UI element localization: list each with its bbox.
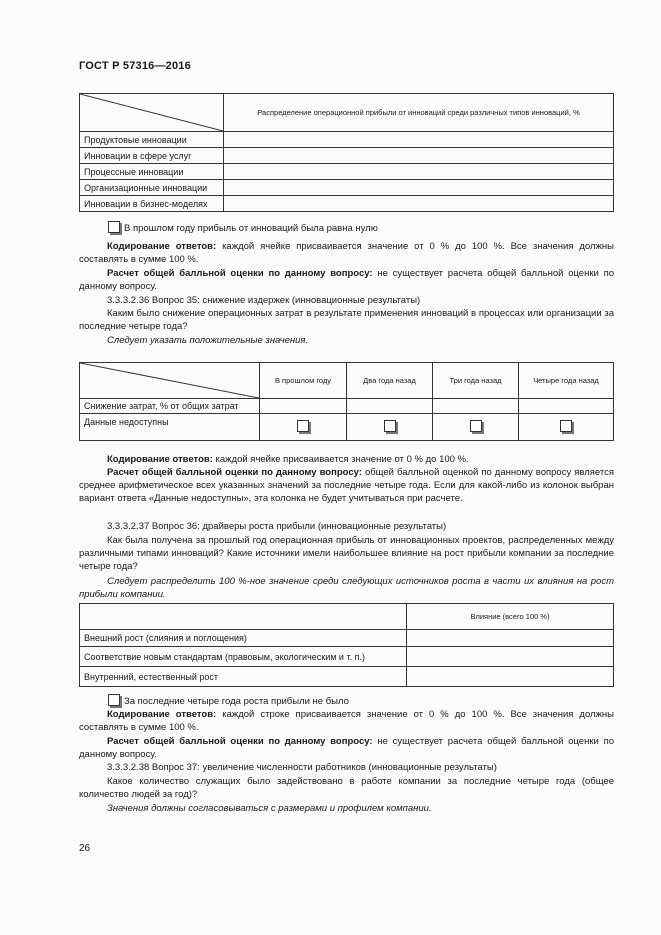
empty-header-cell — [80, 604, 407, 630]
column-header: Четыре года назад — [519, 363, 614, 399]
no-growth-option[interactable] — [108, 694, 349, 708]
checkbox[interactable] — [560, 420, 572, 432]
influence-column-header: Влияние (всего 100 %) — [407, 604, 614, 630]
checkbox[interactable] — [384, 420, 396, 432]
value-cell[interactable] — [260, 399, 347, 414]
zero-profit-option[interactable] — [108, 221, 378, 235]
question-heading: 3.3.3.2.38 Вопрос 37: увеличение численности работников (инновационные результаты) — [107, 762, 497, 773]
question-text: Каким было снижение операционных затрат в результате применения инноваций в процессах или организации за последние четыре года? — [79, 308, 614, 332]
value-cell[interactable] — [224, 164, 614, 180]
instruction-text: Значения должны согласовываться с размерами и профилем компании. — [107, 803, 432, 814]
value-cell[interactable] — [224, 148, 614, 164]
row-label: Данные недоступны — [80, 414, 260, 441]
checkbox[interactable] — [470, 420, 482, 432]
column-header: Три года назад — [433, 363, 519, 399]
row-label: Инновации в сфере услуг — [80, 148, 224, 164]
checkbox-label: За последние четыре года роста прибыли не было — [124, 696, 349, 707]
question-heading: 3.3.3.2.37 Вопрос 36: драйверы роста прибыли (инновационные результаты) — [107, 521, 447, 532]
value-cell[interactable] — [519, 399, 614, 414]
row-label: Соответствие новым стандартам (правовым, экологическим и т. п.) — [80, 647, 407, 667]
column-header: Два года назад — [347, 363, 433, 399]
document-header: ГОСТ Р 57316—2016 — [79, 60, 191, 72]
question-text: Как была получена за прошлый год операционная прибыль от инновационных проектов, распределенных между различными типами инноваций? Какие источники имели наибольшее влияние на рост прибыли компании за последние четыре года? — [79, 535, 614, 572]
instruction-text: Следует указать положительные значения. — [107, 335, 309, 346]
value-cell[interactable] — [224, 196, 614, 212]
score-paragraph: Расчет общей балльной оценки по данному вопросу: не существует расчета общей балльной оценки по данному вопросу. — [79, 736, 615, 760]
checkbox[interactable] — [108, 694, 120, 706]
value-cell[interactable] — [407, 647, 614, 667]
coding-paragraph: Кодирование ответов: каждой ячейке присваивается значение от 0 % до 100 %. Все значения должны составлять в сумме 100 %. — [79, 241, 614, 265]
row-label: Снижение затрат, % от общих затрат — [80, 399, 260, 414]
row-label: Внешний рост (слияния и поглощения) — [80, 630, 407, 647]
profit-distribution-table — [79, 93, 614, 212]
row-label: Организационные инновации — [80, 180, 224, 196]
distribution-column-header: Распределение операционной прибыли от инноваций среди различных типов инноваций, % — [224, 94, 614, 132]
column-header: В прошлом году — [260, 363, 347, 399]
row-label: Продуктовые инновации — [80, 132, 224, 148]
score-paragraph: Расчет общей балльной оценки по данному вопросу: общей балльной оценкой по данному вопросу является среднее арифметическое всех указанных значений за последние четыре года. Если для какой-либо из колонок выбран вариант ответа «Данные недоступны», эта колонка не будет учитываться при расчете. — [79, 467, 614, 504]
row-label: Процессные инновации — [80, 164, 224, 180]
instruction-text: Следует распределить 100 %-ное значение среди следующих источников роста в части их влияния на рост прибыли компании. — [79, 576, 614, 600]
value-cell[interactable] — [347, 399, 433, 414]
value-cell[interactable] — [224, 180, 614, 196]
coding-paragraph: Кодирование ответов: каждой строке присваивается значение от 0 % до 100 %. Все значения должны составлять в сумме 100 %. — [79, 709, 614, 733]
checkbox-label: В прошлом году прибыль от инноваций была равна нулю — [124, 223, 378, 234]
row-label: Инновации в бизнес-моделях — [80, 196, 224, 212]
question-heading: 3.3.3.2.36 Вопрос 35: снижение издержек (инновационные результаты) — [107, 295, 421, 306]
cost-reduction-table — [79, 362, 614, 441]
value-cell[interactable] — [407, 667, 614, 687]
diagonal-header-cell — [80, 363, 260, 399]
diagonal-header-cell — [80, 94, 224, 132]
question-text: Какое количество служащих было задействовано в работе компании за последние четыре года (общее количество людей за год)? — [79, 776, 614, 800]
value-cell[interactable] — [407, 630, 614, 647]
value-cell[interactable] — [433, 399, 519, 414]
growth-drivers-table — [79, 603, 614, 687]
coding-paragraph: Кодирование ответов: каждой ячейке присваивается значение от 0 % до 100 %. — [107, 454, 469, 465]
checkbox[interactable] — [108, 221, 120, 233]
checkbox[interactable] — [297, 420, 309, 432]
row-label: Внутренний, естественный рост — [80, 667, 407, 687]
page-number: 26 — [79, 843, 91, 854]
score-paragraph: Расчет общей балльной оценки по данному вопросу: не существует расчета общей балльной оценки по данному вопросу. — [79, 268, 615, 292]
value-cell[interactable] — [224, 132, 614, 148]
